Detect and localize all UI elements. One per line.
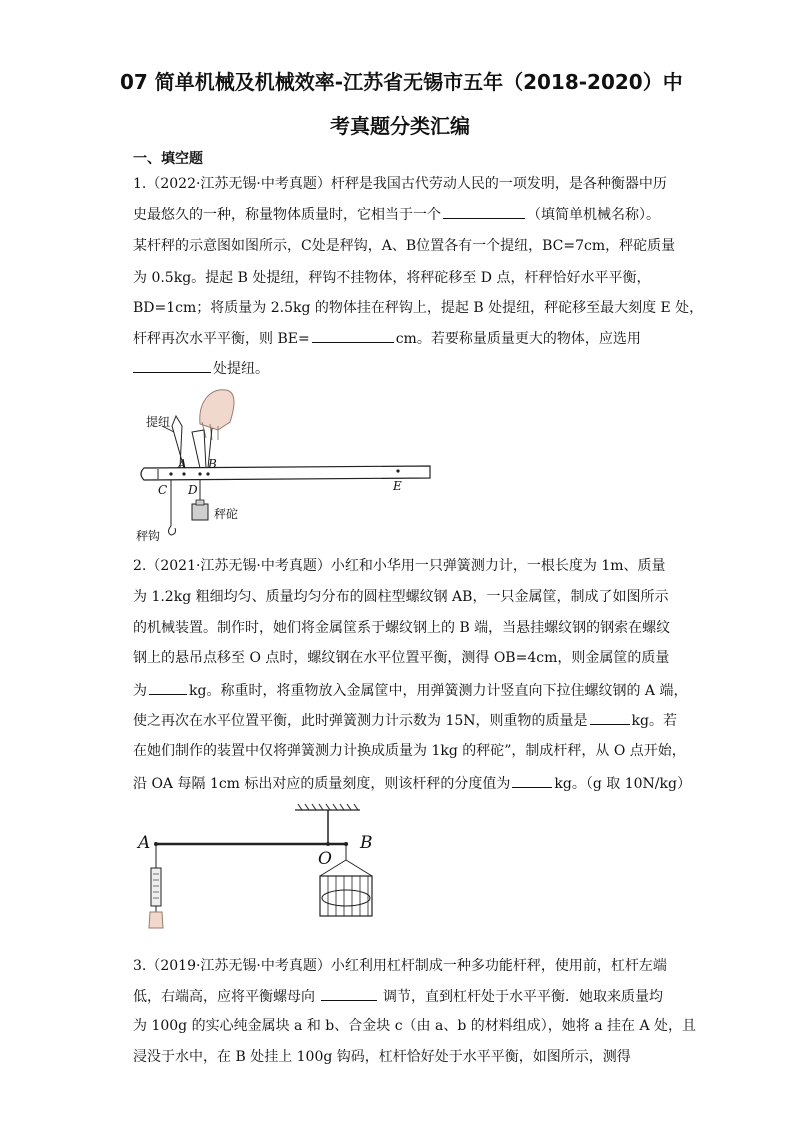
label-a: A	[178, 457, 187, 471]
q2-line-5-text-a: 为	[133, 683, 147, 699]
q1-line-4: 为 0.5kg。提起 B 处提纽，秤钩不挂物体，将秤砣移至 D 点，杆秤恰好水平平衡，	[133, 270, 651, 286]
q3-line-2-text-a: 低，右端高，应将平衡螺母向	[133, 989, 315, 1005]
label-e: E	[393, 479, 402, 493]
q1-line-6-text-b: cm。若要称量质量更大的物体，应选用	[395, 331, 641, 347]
hand-icon	[200, 390, 234, 430]
q2-line-6-text-b: kg。若	[631, 713, 677, 729]
document-title-line-2: 考真题分类汇编	[330, 114, 470, 138]
q1-blank-tiniu[interactable]	[133, 360, 211, 373]
label-b: B	[360, 833, 373, 853]
q2-line-1: 2.（2021·江苏无锡·中考真题）小红和小华用一只弹簧测力计，一根长度为 1m、质量	[133, 558, 666, 574]
label-chengtuo: 秤砣	[214, 507, 239, 521]
q2-line-3: 的机械装置。制作时，她们将金属筐系于螺纹钢上的 B 端，当悬挂螺纹钢的钢索在螺纹	[133, 620, 671, 636]
q1-line-2-text-a: 史最悠久的一种，称量物体质量时，它相当于一个	[133, 207, 441, 223]
q2-blank-object-mass[interactable]	[590, 712, 630, 725]
q2-line-5-text-b: kg。称重时，将重物放入金属筐中，用弹簧测力计竖直向下拉住螺纹钢的 A 端，	[189, 683, 688, 699]
q3-line-3: 为 100g 的实心纯金属块 a 和 b、合金块 c（由 a、b 的材料组成），她将 a 挂在 A 处，且	[133, 1018, 696, 1034]
q2-blank-division[interactable]	[512, 775, 552, 788]
q2-line-8	[133, 775, 691, 792]
q3-line-2	[133, 988, 663, 1005]
q2-line-7: 在她们制作的装置中仅将弹簧测力计换成质量为 1kg 的秤砣”，制成杆秤，从 O 点开始，	[133, 743, 686, 759]
q1-blank-machine[interactable]	[443, 206, 525, 219]
q3-line-1: 3.（2019·江苏无锡·中考真题）小红利用杠杆制成一种多功能杆秤，使用前，杠杆左端	[133, 958, 667, 974]
q1-line-3: 某杆秤的示意图如图所示，C处是秤钩，A、B位置各有一个提纽，BC=7cm，秤砣质量	[133, 238, 676, 254]
label-o: O	[318, 849, 332, 869]
q2-line-4: 钢上的悬吊点移至 O 点时，螺纹钢在水平位置平衡，测得 OB=4cm，则金属筐的质量	[133, 650, 670, 666]
label-c: C	[158, 483, 168, 497]
q2-line-2: 为 1.2kg 粗细均匀、质量均匀分布的圆柱型螺纹钢 AB，一只金属筐，制成了如图所示	[133, 589, 669, 605]
label-tiniu: 提纽	[146, 415, 171, 429]
label-a: A	[138, 833, 151, 853]
label-d: D	[188, 483, 198, 497]
q2-line-5	[133, 682, 687, 699]
q3-line-4: 浸没于水中，在 B 处挂上 100g 钩码，杠杆恰好处于水平平衡，如图所示，测得	[133, 1049, 631, 1065]
q1-steelyard-figure	[130, 382, 440, 547]
hook-icon	[169, 526, 176, 535]
label-b: B	[208, 457, 217, 471]
document-title-line-1: 07 简单机械及机械效率-江苏省无锡市五年（2018-2020）中	[120, 70, 683, 94]
label-chenggou: 秤钩	[136, 529, 161, 543]
q2-line-6	[133, 712, 677, 729]
section-heading-fill-in: 一、填空题	[133, 151, 203, 167]
q1-line-7-text: 处提纽。	[213, 361, 269, 377]
q1-line-5: BD=1cm；将质量为 2.5kg 的物体挂在秤钩上，提起 B 处提纽，秤砣移至最大刻度 E 处，	[133, 300, 704, 316]
q2-line-8-text-a: 沿 OA 每隔 1cm 标出对应的质量刻度，则该杆秤的分度值为	[133, 776, 511, 792]
q1-line-2-text-b: （填简单机械名称）。	[527, 207, 660, 223]
q3-blank-direction[interactable]	[321, 988, 377, 1001]
q1-line-1: 1.（2022·江苏无锡·中考真题）杆秤是我国古代劳动人民的一项发明，是各种衡器中历	[133, 176, 667, 192]
q1-line-6-text-a: 杆秤再次水平平衡，则 BE=	[133, 331, 310, 347]
q3-line-2-text-b: 调节，直到杠杆处于水平平衡．她取来质量均	[383, 989, 663, 1005]
q1-line-2	[133, 206, 660, 223]
q2-line-6-text-a: 使之再次在水平位置平衡，此时弹簧测力计示数为 15N，则重物的质量是	[133, 713, 588, 729]
q2-line-8-text-b: kg。（g 取 10N/kg）	[554, 776, 691, 792]
q1-line-7	[133, 360, 269, 377]
q2-lever-figure	[130, 800, 400, 940]
q1-line-6	[133, 330, 641, 347]
q1-blank-be-length[interactable]	[312, 330, 394, 343]
counterweight-icon	[192, 504, 208, 520]
q2-blank-basket-mass[interactable]	[149, 682, 187, 695]
pulling-hand-icon	[149, 912, 163, 928]
